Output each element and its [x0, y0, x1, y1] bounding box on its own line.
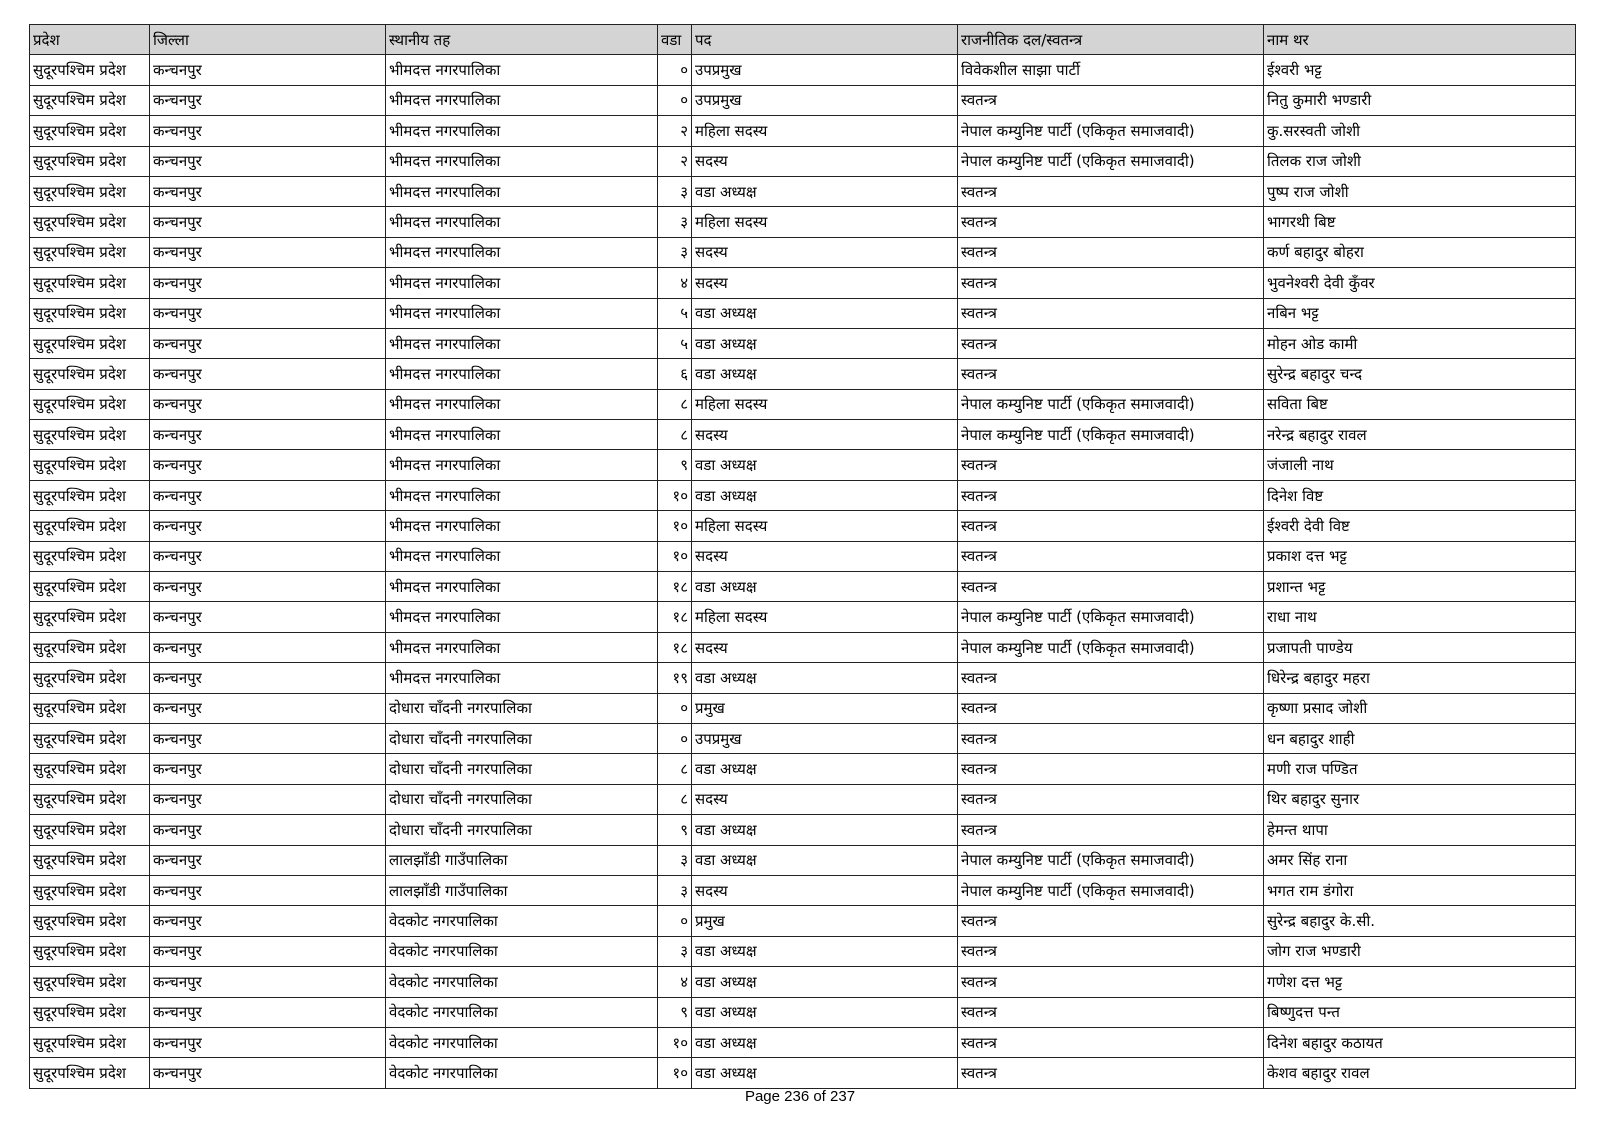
cell-district: कन्चनपुर — [150, 754, 386, 784]
cell-name: अमर सिंह राना — [1264, 845, 1576, 875]
cell-name: नितु कुमारी भण्डारी — [1264, 85, 1576, 115]
header-party: राजनीतिक दल/स्वतन्त्र — [958, 25, 1264, 55]
cell-ward: ९ — [658, 450, 692, 480]
cell-ward: १८ — [658, 572, 692, 602]
table-row — [30, 936, 1576, 966]
cell-post: वडा अध्यक्ष — [692, 176, 958, 206]
cell-district: कन्चनपुर — [150, 845, 386, 875]
cell-province: सुदूरपश्चिम प्रदेश — [30, 967, 150, 997]
cell-party: स्वतन्त्र — [958, 480, 1264, 510]
cell-ward: ० — [658, 85, 692, 115]
cell-district: कन्चनपुर — [150, 55, 386, 85]
cell-party: स्वतन्त्र — [958, 967, 1264, 997]
cell-post: वडा अध्यक्ष — [692, 1027, 958, 1057]
cell-ward: ९ — [658, 815, 692, 845]
table-row — [30, 754, 1576, 784]
cell-name: दिनेश बहादुर कठायत — [1264, 1027, 1576, 1057]
cell-ward: ९ — [658, 997, 692, 1027]
cell-name: कर्ण बहादुर बोहरा — [1264, 237, 1576, 267]
cell-ward: ६ — [658, 359, 692, 389]
cell-name: धिरेन्द्र बहादुर महरा — [1264, 663, 1576, 693]
cell-district: कन्चनपुर — [150, 268, 386, 298]
cell-post: प्रमुख — [692, 693, 958, 723]
table-row — [30, 55, 1576, 85]
cell-post: वडा अध्यक्ष — [692, 754, 958, 784]
table-row — [30, 1027, 1576, 1057]
cell-post: सदस्य — [692, 875, 958, 905]
cell-province: सुदूरपश्चिम प्रदेश — [30, 359, 150, 389]
table-row — [30, 906, 1576, 936]
cell-ward: १० — [658, 480, 692, 510]
cell-party: स्वतन्त्र — [958, 450, 1264, 480]
cell-ward: ३ — [658, 237, 692, 267]
cell-name: दिनेश विष्ट — [1264, 480, 1576, 510]
cell-post: महिला सदस्य — [692, 116, 958, 146]
header-name: नाम थर — [1264, 25, 1576, 55]
cell-name: नबिन भट्ट — [1264, 298, 1576, 328]
cell-name: प्रशान्त भट्ट — [1264, 572, 1576, 602]
cell-province: सुदूरपश्चिम प्रदेश — [30, 176, 150, 206]
cell-name: तिलक राज जोशी — [1264, 146, 1576, 176]
cell-ward: ८ — [658, 420, 692, 450]
table-body — [30, 55, 1576, 1088]
cell-ward: १८ — [658, 602, 692, 632]
cell-ward: १० — [658, 1027, 692, 1057]
cell-ward: ४ — [658, 967, 692, 997]
cell-district: कन्चनपुर — [150, 450, 386, 480]
cell-party: स्वतन्त्र — [958, 85, 1264, 115]
cell-ward: ३ — [658, 845, 692, 875]
cell-local-level: भीमदत्त नगरपालिका — [386, 511, 658, 541]
cell-ward: १० — [658, 511, 692, 541]
cell-party: नेपाल कम्युनिष्ट पार्टी (एकिकृत समाजवादी) — [958, 420, 1264, 450]
cell-local-level: भीमदत्त नगरपालिका — [386, 572, 658, 602]
cell-party: नेपाल कम्युनिष्ट पार्टी (एकिकृत समाजवादी) — [958, 845, 1264, 875]
cell-party: नेपाल कम्युनिष्ट पार्टी (एकिकृत समाजवादी) — [958, 875, 1264, 905]
cell-name: जोग राज भण्डारी — [1264, 936, 1576, 966]
cell-post: वडा अध्यक्ष — [692, 663, 958, 693]
table-row — [30, 176, 1576, 206]
cell-party: स्वतन्त्र — [958, 572, 1264, 602]
cell-local-level: भीमदत्त नगरपालिका — [386, 55, 658, 85]
cell-party: विवेकशील साझा पार्टी — [958, 55, 1264, 85]
cell-local-level: भीमदत्त नगरपालिका — [386, 632, 658, 662]
cell-ward: २ — [658, 116, 692, 146]
cell-post: महिला सदस्य — [692, 602, 958, 632]
cell-post: वडा अध्यक्ष — [692, 450, 958, 480]
cell-name: केशव बहादुर रावल — [1264, 1058, 1576, 1088]
cell-province: सुदूरपश्चिम प्रदेश — [30, 815, 150, 845]
table-row — [30, 815, 1576, 845]
cell-party: नेपाल कम्युनिष्ट पार्टी (एकिकृत समाजवादी) — [958, 602, 1264, 632]
table-row — [30, 85, 1576, 115]
cell-district: कन्चनपुर — [150, 723, 386, 753]
cell-local-level: वेदकोट नगरपालिका — [386, 1027, 658, 1057]
cell-party: स्वतन्त्र — [958, 784, 1264, 814]
cell-province: सुदूरपश्चिम प्रदेश — [30, 663, 150, 693]
cell-name: जंजाली नाथ — [1264, 450, 1576, 480]
cell-post: वडा अध्यक्ष — [692, 328, 958, 358]
cell-province: सुदूरपश्चिम प्रदेश — [30, 845, 150, 875]
cell-post: उपप्रमुख — [692, 85, 958, 115]
cell-ward: ८ — [658, 754, 692, 784]
cell-post: महिला सदस्य — [692, 207, 958, 237]
cell-local-level: वेदकोट नगरपालिका — [386, 936, 658, 966]
cell-province: सुदूरपश्चिम प्रदेश — [30, 875, 150, 905]
cell-district: कन्चनपुर — [150, 176, 386, 206]
cell-province: सुदूरपश्चिम प्रदेश — [30, 784, 150, 814]
page-number: Page 236 of 237 — [744, 1088, 856, 1105]
cell-name: सुरेन्द्र बहादुर के.सी. — [1264, 906, 1576, 936]
cell-ward: २ — [658, 146, 692, 176]
cell-local-level: दोधारा चाँदनी नगरपालिका — [386, 723, 658, 753]
cell-party: स्वतन्त्र — [958, 663, 1264, 693]
cell-name: ईश्वरी भट्ट — [1264, 55, 1576, 85]
cell-post: वडा अध्यक्ष — [692, 359, 958, 389]
cell-post: वडा अध्यक्ष — [692, 815, 958, 845]
cell-province: सुदूरपश्चिम प्रदेश — [30, 541, 150, 571]
table-row — [30, 420, 1576, 450]
cell-party: स्वतन्त्र — [958, 511, 1264, 541]
table-row — [30, 146, 1576, 176]
cell-name: भुवनेश्वरी देवी कुँवर — [1264, 268, 1576, 298]
cell-district: कन्चनपुर — [150, 784, 386, 814]
cell-district: कन्चनपुर — [150, 906, 386, 936]
cell-name: सुरेन्द्र बहादुर चन्द — [1264, 359, 1576, 389]
cell-province: सुदूरपश्चिम प्रदेश — [30, 55, 150, 85]
table-row — [30, 723, 1576, 753]
cell-post: सदस्य — [692, 541, 958, 571]
cell-party: स्वतन्त्र — [958, 693, 1264, 723]
cell-ward: ५ — [658, 328, 692, 358]
cell-local-level: भीमदत्त नगरपालिका — [386, 298, 658, 328]
cell-local-level: लालझाँडी गाउँपालिका — [386, 875, 658, 905]
table-row — [30, 207, 1576, 237]
cell-name: प्रजापती पाण्डेय — [1264, 632, 1576, 662]
cell-ward: ३ — [658, 875, 692, 905]
cell-party: नेपाल कम्युनिष्ट पार्टी (एकिकृत समाजवादी) — [958, 632, 1264, 662]
cell-post: उपप्रमुख — [692, 55, 958, 85]
cell-post: वडा अध्यक्ष — [692, 572, 958, 602]
table-row — [30, 480, 1576, 510]
cell-party: स्वतन्त्र — [958, 723, 1264, 753]
cell-post: महिला सदस्य — [692, 389, 958, 419]
cell-ward: ५ — [658, 298, 692, 328]
cell-province: सुदूरपश्चिम प्रदेश — [30, 268, 150, 298]
table-row — [30, 268, 1576, 298]
cell-local-level: भीमदत्त नगरपालिका — [386, 541, 658, 571]
cell-district: कन्चनपुर — [150, 389, 386, 419]
cell-province: सुदूरपश्चिम प्रदेश — [30, 1058, 150, 1088]
cell-party: स्वतन्त्र — [958, 359, 1264, 389]
cell-local-level: दोधारा चाँदनी नगरपालिका — [386, 815, 658, 845]
header-district: जिल्ला — [150, 25, 386, 55]
cell-district: कन्चनपुर — [150, 511, 386, 541]
cell-post: सदस्य — [692, 420, 958, 450]
cell-ward: ० — [658, 55, 692, 85]
cell-local-level: भीमदत्त नगरपालिका — [386, 146, 658, 176]
cell-post: सदस्य — [692, 237, 958, 267]
cell-district: कन्चनपुर — [150, 116, 386, 146]
table-row — [30, 845, 1576, 875]
cell-local-level: दोधारा चाँदनी नगरपालिका — [386, 754, 658, 784]
cell-local-level: भीमदत्त नगरपालिका — [386, 85, 658, 115]
cell-party: स्वतन्त्र — [958, 936, 1264, 966]
table-row — [30, 967, 1576, 997]
cell-post: प्रमुख — [692, 906, 958, 936]
cell-party: स्वतन्त्र — [958, 237, 1264, 267]
cell-ward: ८ — [658, 389, 692, 419]
cell-province: सुदूरपश्चिम प्रदेश — [30, 116, 150, 146]
cell-province: सुदूरपश्चिम प्रदेश — [30, 1027, 150, 1057]
cell-district: कन्चनपुर — [150, 936, 386, 966]
cell-name: पुष्प राज जोशी — [1264, 176, 1576, 206]
cell-local-level: भीमदत्त नगरपालिका — [386, 237, 658, 267]
cell-local-level: दोधारा चाँदनी नगरपालिका — [386, 693, 658, 723]
cell-name: थिर बहादुर सुनार — [1264, 784, 1576, 814]
header-ward: वडा — [658, 25, 692, 55]
table-row — [30, 298, 1576, 328]
cell-name: सविता बिष्ट — [1264, 389, 1576, 419]
cell-ward: ० — [658, 723, 692, 753]
table-row — [30, 663, 1576, 693]
cell-province: सुदूरपश्चिम प्रदेश — [30, 298, 150, 328]
header-post: पद — [692, 25, 958, 55]
cell-name: राधा नाथ — [1264, 602, 1576, 632]
cell-province: सुदूरपश्चिम प्रदेश — [30, 420, 150, 450]
cell-province: सुदूरपश्चिम प्रदेश — [30, 906, 150, 936]
cell-district: कन्चनपुर — [150, 875, 386, 905]
cell-province: सुदूरपश्चिम प्रदेश — [30, 936, 150, 966]
cell-local-level: भीमदत्त नगरपालिका — [386, 176, 658, 206]
cell-post: सदस्य — [692, 268, 958, 298]
cell-local-level: वेदकोट नगरपालिका — [386, 1058, 658, 1088]
cell-district: कन्चनपुर — [150, 328, 386, 358]
table-row — [30, 632, 1576, 662]
table-row — [30, 237, 1576, 267]
cell-name: भगत राम डंगोरा — [1264, 875, 1576, 905]
cell-province: सुदूरपश्चिम प्रदेश — [30, 480, 150, 510]
cell-district: कन्चनपुर — [150, 693, 386, 723]
table-row — [30, 541, 1576, 571]
cell-party: स्वतन्त्र — [958, 997, 1264, 1027]
cell-local-level: भीमदत्त नगरपालिका — [386, 268, 658, 298]
cell-post: वडा अध्यक्ष — [692, 1058, 958, 1088]
cell-ward: ४ — [658, 268, 692, 298]
cell-local-level: भीमदत्त नगरपालिका — [386, 359, 658, 389]
cell-post: सदस्य — [692, 146, 958, 176]
cell-ward: १० — [658, 541, 692, 571]
cell-district: कन्चनपुर — [150, 663, 386, 693]
cell-name: प्रकाश दत्त भट्ट — [1264, 541, 1576, 571]
cell-party: नेपाल कम्युनिष्ट पार्टी (एकिकृत समाजवादी) — [958, 389, 1264, 419]
cell-province: सुदूरपश्चिम प्रदेश — [30, 997, 150, 1027]
table-row — [30, 359, 1576, 389]
cell-ward: ३ — [658, 176, 692, 206]
cell-name: धन बहादुर शाही — [1264, 723, 1576, 753]
cell-party: स्वतन्त्र — [958, 754, 1264, 784]
cell-local-level: भीमदत्त नगरपालिका — [386, 602, 658, 632]
cell-party: स्वतन्त्र — [958, 207, 1264, 237]
cell-name: कृष्णा प्रसाद जोशी — [1264, 693, 1576, 723]
cell-province: सुदूरपश्चिम प्रदेश — [30, 572, 150, 602]
cell-province: सुदूरपश्चिम प्रदेश — [30, 389, 150, 419]
cell-name: बिष्णुदत्त पन्त — [1264, 997, 1576, 1027]
cell-district: कन्चनपुर — [150, 480, 386, 510]
cell-post: उपप्रमुख — [692, 723, 958, 753]
cell-party: स्वतन्त्र — [958, 906, 1264, 936]
cell-post: वडा अध्यक्ष — [692, 845, 958, 875]
cell-name: नरेन्द्र बहादुर रावल — [1264, 420, 1576, 450]
cell-party: नेपाल कम्युनिष्ट पार्टी (एकिकृत समाजवादी) — [958, 116, 1264, 146]
cell-province: सुदूरपश्चिम प्रदेश — [30, 207, 150, 237]
cell-district: कन्चनपुर — [150, 967, 386, 997]
cell-province: सुदूरपश्चिम प्रदेश — [30, 237, 150, 267]
cell-district: कन्चनपुर — [150, 85, 386, 115]
cell-district: कन्चनपुर — [150, 237, 386, 267]
cell-province: सुदूरपश्चिम प्रदेश — [30, 754, 150, 784]
cell-province: सुदूरपश्चिम प्रदेश — [30, 328, 150, 358]
cell-party: स्वतन्त्र — [958, 541, 1264, 571]
cell-local-level: भीमदत्त नगरपालिका — [386, 480, 658, 510]
cell-post: वडा अध्यक्ष — [692, 298, 958, 328]
cell-post: वडा अध्यक्ष — [692, 997, 958, 1027]
cell-name: ईश्वरी देवी विष्ट — [1264, 511, 1576, 541]
cell-local-level: वेदकोट नगरपालिका — [386, 906, 658, 936]
cell-name: कु.सरस्वती जोशी — [1264, 116, 1576, 146]
cell-party: स्वतन्त्र — [958, 298, 1264, 328]
cell-party: स्वतन्त्र — [958, 1058, 1264, 1088]
table-row — [30, 693, 1576, 723]
cell-ward: ३ — [658, 936, 692, 966]
cell-ward: ३ — [658, 207, 692, 237]
cell-province: सुदूरपश्चिम प्रदेश — [30, 632, 150, 662]
cell-local-level: भीमदत्त नगरपालिका — [386, 450, 658, 480]
cell-post: वडा अध्यक्ष — [692, 967, 958, 997]
cell-province: सुदूरपश्चिम प्रदेश — [30, 85, 150, 115]
cell-local-level: वेदकोट नगरपालिका — [386, 997, 658, 1027]
cell-district: कन्चनपुर — [150, 541, 386, 571]
cell-ward: १९ — [658, 663, 692, 693]
cell-local-level: भीमदत्त नगरपालिका — [386, 663, 658, 693]
table-row — [30, 602, 1576, 632]
cell-province: सुदूरपश्चिम प्रदेश — [30, 450, 150, 480]
table-row — [30, 997, 1576, 1027]
cell-post: सदस्य — [692, 784, 958, 814]
header-province: प्रदेश — [30, 25, 150, 55]
cell-party: स्वतन्त्र — [958, 815, 1264, 845]
cell-ward: ० — [658, 906, 692, 936]
cell-province: सुदूरपश्चिम प्रदेश — [30, 723, 150, 753]
cell-party: स्वतन्त्र — [958, 1027, 1264, 1057]
cell-local-level: लालझाँडी गाउँपालिका — [386, 845, 658, 875]
cell-district: कन्चनपुर — [150, 359, 386, 389]
cell-post: सदस्य — [692, 632, 958, 662]
cell-name: गणेश दत्त भट्ट — [1264, 967, 1576, 997]
header-local-level: स्थानीय तह — [386, 25, 658, 55]
cell-name: मणी राज पण्डित — [1264, 754, 1576, 784]
table-row — [30, 1058, 1576, 1088]
cell-party: स्वतन्त्र — [958, 176, 1264, 206]
cell-district: कन्चनपुर — [150, 632, 386, 662]
cell-post: वडा अध्यक्ष — [692, 936, 958, 966]
cell-name: हेमन्त थापा — [1264, 815, 1576, 845]
cell-district: कन्चनपुर — [150, 997, 386, 1027]
cell-district: कन्चनपुर — [150, 815, 386, 845]
cell-post: वडा अध्यक्ष — [692, 480, 958, 510]
cell-local-level: भीमदत्त नगरपालिका — [386, 420, 658, 450]
table-row — [30, 875, 1576, 905]
header-row — [30, 25, 1576, 55]
table-row — [30, 389, 1576, 419]
cell-district: कन्चनपुर — [150, 572, 386, 602]
cell-ward: १० — [658, 1058, 692, 1088]
cell-party: स्वतन्त्र — [958, 328, 1264, 358]
cell-ward: ८ — [658, 784, 692, 814]
table-row — [30, 784, 1576, 814]
cell-province: सुदूरपश्चिम प्रदेश — [30, 146, 150, 176]
cell-district: कन्चनपुर — [150, 602, 386, 632]
cell-local-level: भीमदत्त नगरपालिका — [386, 116, 658, 146]
cell-district: कन्चनपुर — [150, 207, 386, 237]
cell-district: कन्चनपुर — [150, 146, 386, 176]
table-row — [30, 450, 1576, 480]
cell-district: कन्चनपुर — [150, 1058, 386, 1088]
cell-district: कन्चनपुर — [150, 298, 386, 328]
cell-ward: १८ — [658, 632, 692, 662]
table-row — [30, 328, 1576, 358]
results-table — [29, 24, 1576, 1089]
cell-local-level: भीमदत्त नगरपालिका — [386, 328, 658, 358]
cell-district: कन्चनपुर — [150, 420, 386, 450]
cell-province: सुदूरपश्चिम प्रदेश — [30, 511, 150, 541]
cell-party: नेपाल कम्युनिष्ट पार्टी (एकिकृत समाजवादी) — [958, 146, 1264, 176]
cell-ward: ० — [658, 693, 692, 723]
cell-post: महिला सदस्य — [692, 511, 958, 541]
table-row — [30, 116, 1576, 146]
cell-name: भागरथी बिष्ट — [1264, 207, 1576, 237]
cell-province: सुदूरपश्चिम प्रदेश — [30, 602, 150, 632]
cell-local-level: वेदकोट नगरपालिका — [386, 967, 658, 997]
cell-district: कन्चनपुर — [150, 1027, 386, 1057]
cell-province: सुदूरपश्चिम प्रदेश — [30, 693, 150, 723]
cell-local-level: दोधारा चाँदनी नगरपालिका — [386, 784, 658, 814]
table-row — [30, 511, 1576, 541]
cell-local-level: भीमदत्त नगरपालिका — [386, 389, 658, 419]
table-row — [30, 572, 1576, 602]
cell-name: मोहन ओड कामी — [1264, 328, 1576, 358]
cell-local-level: भीमदत्त नगरपालिका — [386, 207, 658, 237]
cell-party: स्वतन्त्र — [958, 268, 1264, 298]
